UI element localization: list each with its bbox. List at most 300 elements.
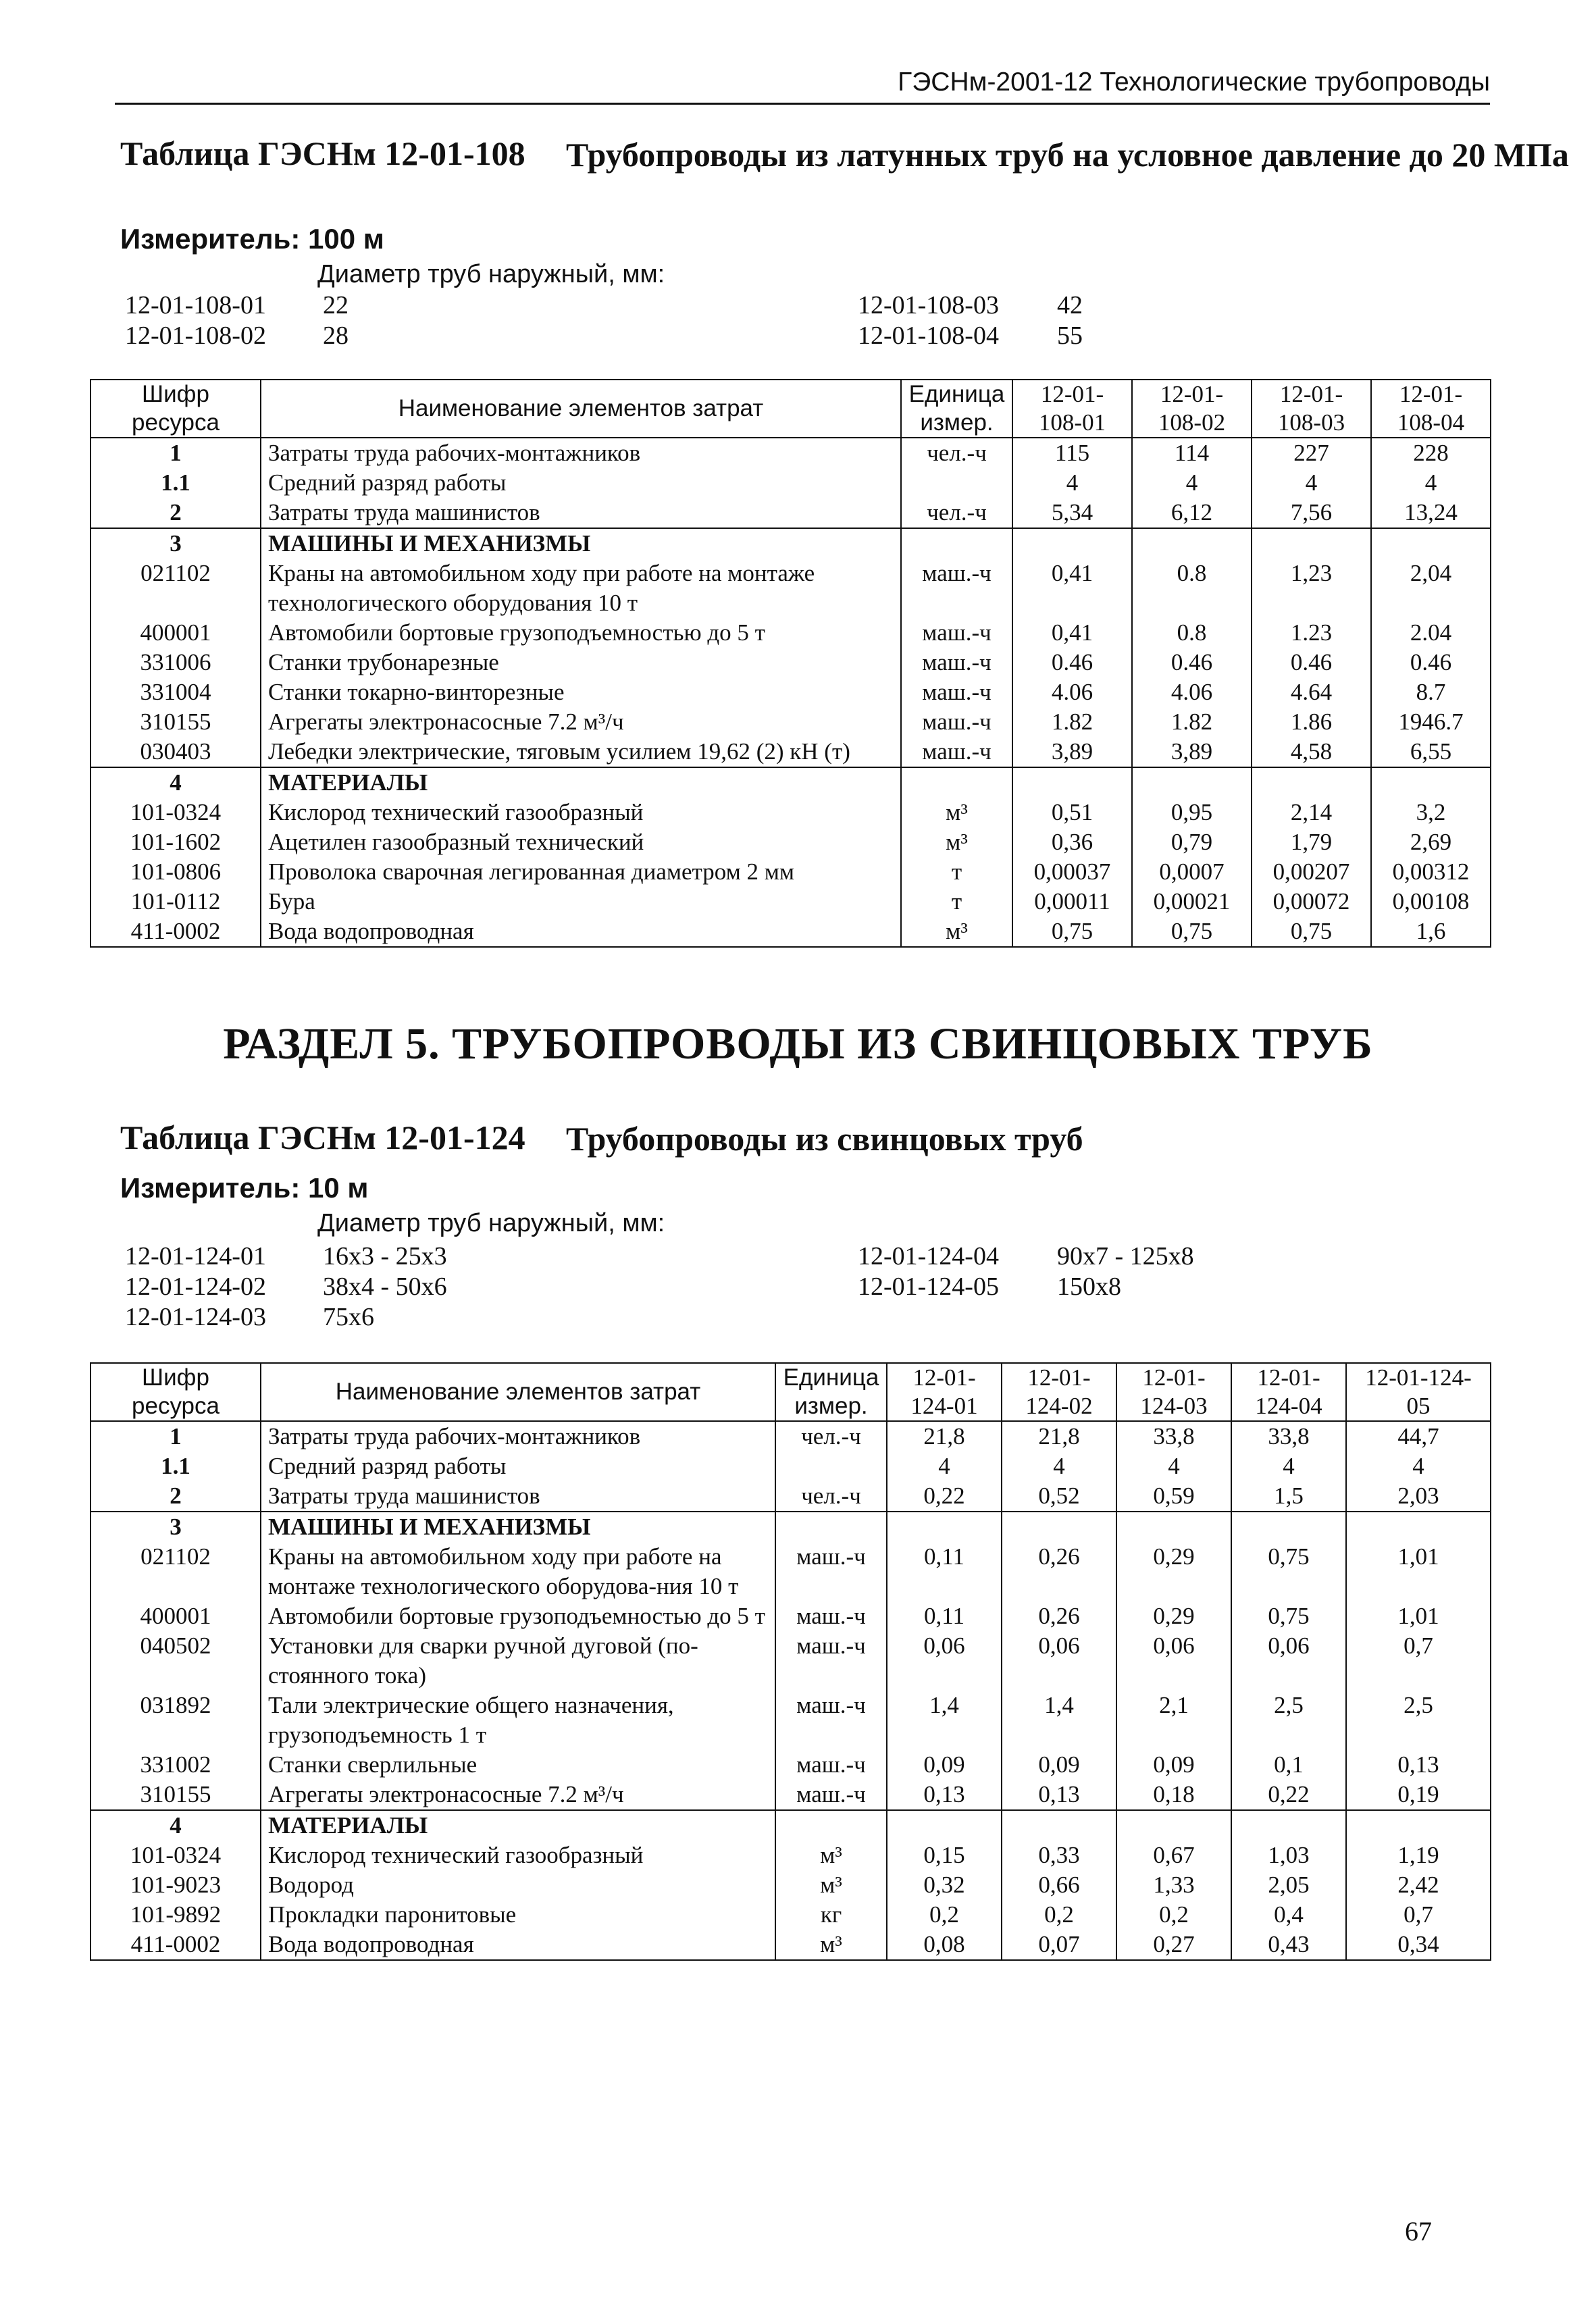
row-value: 0,29: [1116, 1542, 1231, 1601]
row-code: 021102: [91, 1542, 261, 1601]
row-name: Вода водопроводная: [261, 1930, 775, 1960]
table-2-diam-value-3: 75x6: [323, 1303, 374, 1331]
row-value: 33,8: [1231, 1421, 1346, 1451]
row-value: 0,22: [887, 1481, 1002, 1512]
row-code: 031892: [91, 1691, 261, 1750]
row-value: 4: [1231, 1451, 1346, 1481]
section-heading: РАЗДЕЛ 5. ТРУБОПРОВОДЫ ИЗ СВИНЦОВЫХ ТРУБ: [223, 1019, 1373, 1069]
row-value: 1,79: [1252, 827, 1371, 857]
row-code: 101-0806: [91, 857, 261, 887]
row-unit: м³: [901, 798, 1012, 827]
row-value: 1.23: [1252, 618, 1371, 648]
row-value: 3,2: [1371, 798, 1491, 827]
row-unit: кг: [775, 1900, 887, 1930]
row-value: 2,5: [1231, 1691, 1346, 1750]
row-name: Ацетилен газообразный технический: [261, 827, 901, 857]
table-2-measure: Измеритель: 10 м: [120, 1172, 369, 1204]
table-row: [91, 1631, 1491, 1691]
row-name: Вода водопроводная: [261, 917, 901, 947]
row-code: 101-9023: [91, 1870, 261, 1900]
row-value: 1,19: [1346, 1841, 1491, 1870]
row-value: 0,06: [887, 1631, 1002, 1691]
row-value: [1252, 767, 1371, 798]
table-2-diam-value-4: 90x7 - 125x8: [1057, 1242, 1194, 1270]
table-2-diam-code-1: 12-01-124-01: [125, 1242, 266, 1270]
table-row: [91, 468, 1491, 498]
row-code: 1.1: [91, 1451, 261, 1481]
page-number: 67: [1405, 2216, 1432, 2246]
row-value: 3,89: [1012, 737, 1132, 767]
row-value: 0,33: [1002, 1841, 1116, 1870]
row-code: 2: [91, 498, 261, 528]
row-value: 4.64: [1252, 677, 1371, 707]
row-name: Краны на автомобильном ходу при работе на монтаже технологического оборудования 10 т: [261, 559, 901, 618]
table-2-header-col-2: 12-01-124-02: [1002, 1363, 1116, 1421]
row-value: 1,23: [1252, 559, 1371, 618]
row-value: 0,1: [1231, 1750, 1346, 1780]
table-1-code: Таблица ГЭСНм 12-01-108: [120, 134, 525, 172]
table-1-header-col-2: 12-01-108-02: [1132, 380, 1252, 438]
row-unit: [901, 468, 1012, 498]
row-name: Затраты труда машинистов: [261, 1481, 775, 1512]
row-unit: маш.-ч: [901, 648, 1012, 677]
row-value: 227: [1252, 438, 1371, 468]
row-value: 3,89: [1132, 737, 1252, 767]
table-row: [91, 1481, 1491, 1512]
row-value: [1012, 767, 1132, 798]
row-unit: м³: [901, 827, 1012, 857]
table-row: [91, 857, 1491, 887]
row-name: Кислород технический газообразный: [261, 798, 901, 827]
row-value: 228: [1371, 438, 1491, 468]
row-name: Затраты труда машинистов: [261, 498, 901, 528]
row-value: 0,32: [887, 1870, 1002, 1900]
row-value: [887, 1810, 1002, 1841]
row-value: 0.8: [1132, 559, 1252, 618]
row-name: Затраты труда рабочих-монтажников: [261, 1421, 775, 1451]
row-name: МАШИНЫ И МЕХАНИЗМЫ: [261, 528, 901, 559]
row-value: 0.46: [1252, 648, 1371, 677]
row-value: 0.8: [1132, 618, 1252, 648]
row-value: 0,06: [1231, 1631, 1346, 1691]
row-value: 4,58: [1252, 737, 1371, 767]
row-value: 0,00021: [1132, 887, 1252, 917]
row-value: 1,4: [887, 1691, 1002, 1750]
table-row: [91, 1870, 1491, 1900]
row-value: 33,8: [1116, 1421, 1231, 1451]
row-value: 2,03: [1346, 1481, 1491, 1512]
row-value: 4.06: [1012, 677, 1132, 707]
row-code: 310155: [91, 707, 261, 737]
row-code: 310155: [91, 1780, 261, 1810]
row-value: [1012, 528, 1132, 559]
row-value: [1132, 767, 1252, 798]
row-unit: [901, 528, 1012, 559]
table-1-diam-value-4: 55: [1057, 322, 1083, 350]
row-value: 0,34: [1346, 1930, 1491, 1960]
row-code: 400001: [91, 618, 261, 648]
row-unit: маш.-ч: [901, 677, 1012, 707]
table-row: [91, 1930, 1491, 1960]
row-value: 0,00011: [1012, 887, 1132, 917]
row-value: 2.04: [1371, 618, 1491, 648]
row-unit: т: [901, 857, 1012, 887]
row-unit: маш.-ч: [901, 707, 1012, 737]
row-code: 1: [91, 438, 261, 468]
row-name: Кислород технический газообразный: [261, 1841, 775, 1870]
table-row: [91, 1810, 1491, 1841]
row-name: Станки токарно-винторезные: [261, 677, 901, 707]
row-name: Краны на автомобильном ходу при работе на монтаже технологического оборудова-ния 10 т: [261, 1542, 775, 1601]
row-value: 1,6: [1371, 917, 1491, 947]
row-code: 101-0324: [91, 798, 261, 827]
row-value: 2,05: [1231, 1870, 1346, 1900]
row-value: [1231, 1512, 1346, 1542]
row-value: 21,8: [1002, 1421, 1116, 1451]
table-1-diam-value-2: 28: [323, 322, 349, 350]
table-2-diam-code-5: 12-01-124-05: [858, 1272, 999, 1301]
row-value: 0,59: [1116, 1481, 1231, 1512]
row-value: [1346, 1512, 1491, 1542]
row-name: МАТЕРИАЛЫ: [261, 767, 901, 798]
row-code: 3: [91, 528, 261, 559]
row-code: 4: [91, 1810, 261, 1841]
row-value: 21,8: [887, 1421, 1002, 1451]
row-code: 400001: [91, 1601, 261, 1631]
row-unit: м³: [775, 1870, 887, 1900]
row-unit: маш.-ч: [775, 1542, 887, 1601]
row-value: 7,56: [1252, 498, 1371, 528]
row-code: 101-0112: [91, 887, 261, 917]
row-name: Агрегаты электронасосные 7.2 м³/ч: [261, 1780, 775, 1810]
row-value: 4.06: [1132, 677, 1252, 707]
row-value: 4: [1012, 468, 1132, 498]
row-value: 2,04: [1371, 559, 1491, 618]
row-value: 4: [1252, 468, 1371, 498]
row-value: [1132, 528, 1252, 559]
row-value: 0,06: [1002, 1631, 1116, 1691]
row-value: 0,2: [887, 1900, 1002, 1930]
table-2-header-col-5: 12-01-124-05: [1346, 1363, 1491, 1421]
row-code: 1: [91, 1421, 261, 1451]
row-unit: м³: [775, 1930, 887, 1960]
row-value: 4: [1371, 468, 1491, 498]
table-row: [91, 1542, 1491, 1601]
row-code: 021102: [91, 559, 261, 618]
row-unit: чел.-ч: [775, 1421, 887, 1451]
row-value: 0,67: [1116, 1841, 1231, 1870]
row-value: [1231, 1810, 1346, 1841]
row-value: 0,0007: [1132, 857, 1252, 887]
row-value: 0,13: [1002, 1780, 1116, 1810]
table-row: [91, 1421, 1491, 1451]
table-2-diam-code-4: 12-01-124-04: [858, 1242, 999, 1270]
table-row: [91, 798, 1491, 827]
row-value: 0,00312: [1371, 857, 1491, 887]
row-name: Затраты труда рабочих-монтажников: [261, 438, 901, 468]
row-value: 0,15: [887, 1841, 1002, 1870]
table-row: [91, 1451, 1491, 1481]
row-value: 4: [1002, 1451, 1116, 1481]
row-code: 3: [91, 1512, 261, 1542]
row-value: 0,2: [1116, 1900, 1231, 1930]
row-unit: маш.-ч: [901, 618, 1012, 648]
row-value: [1371, 528, 1491, 559]
row-name: Автомобили бортовые грузоподъемностью до 5 т: [261, 1601, 775, 1631]
row-value: 0.46: [1132, 648, 1252, 677]
row-value: 115: [1012, 438, 1132, 468]
row-code: 331004: [91, 677, 261, 707]
row-value: 0,26: [1002, 1542, 1116, 1601]
table-2-header-unit: Единица измер.: [775, 1363, 887, 1421]
row-value: 0.46: [1371, 648, 1491, 677]
row-value: 0,41: [1012, 559, 1132, 618]
row-value: 2,1: [1116, 1691, 1231, 1750]
row-value: [1116, 1512, 1231, 1542]
row-value: [1371, 767, 1491, 798]
table-row: [91, 767, 1491, 798]
row-value: 0,26: [1002, 1601, 1116, 1631]
row-code: 411-0002: [91, 917, 261, 947]
table-1-diam-code-2: 12-01-108-02: [125, 322, 266, 350]
row-unit: [775, 1512, 887, 1542]
table-row: [91, 1780, 1491, 1810]
row-value: 1.86: [1252, 707, 1371, 737]
row-name: Станки трубонарезные: [261, 648, 901, 677]
row-value: 1,01: [1346, 1601, 1491, 1631]
table-1-description: Трубопроводы из латунных труб на условное давление до 20 МПа: [566, 136, 1569, 174]
table-1-measure: Измеритель: 100 м: [120, 223, 384, 255]
row-code: 101-0324: [91, 1841, 261, 1870]
table-2-description: Трубопроводы из свинцовых труб: [566, 1120, 1083, 1158]
row-value: 6,12: [1132, 498, 1252, 528]
row-value: 6,55: [1371, 737, 1491, 767]
row-value: 0,27: [1116, 1930, 1231, 1960]
table-2-body: [91, 1421, 1491, 1960]
row-unit: маш.-ч: [775, 1750, 887, 1780]
row-unit: маш.-ч: [901, 737, 1012, 767]
table-row: [91, 1750, 1491, 1780]
table-1: [90, 379, 1491, 948]
row-unit: м³: [901, 917, 1012, 947]
row-name: Прокладки паронитовые: [261, 1900, 775, 1930]
row-value: 0,7: [1346, 1631, 1491, 1691]
row-name: Водород: [261, 1870, 775, 1900]
table-row: [91, 1841, 1491, 1870]
row-value: 1,4: [1002, 1691, 1116, 1750]
row-value: 2,14: [1252, 798, 1371, 827]
table-row: [91, 677, 1491, 707]
row-value: 0,41: [1012, 618, 1132, 648]
row-value: 1,03: [1231, 1841, 1346, 1870]
row-name: Лебедки электрические, тяговым усилием 19,62 (2) кН (т): [261, 737, 901, 767]
row-value: [1346, 1810, 1491, 1841]
row-value: 1,5: [1231, 1481, 1346, 1512]
table-1-header-col-4: 12-01-108-04: [1371, 380, 1491, 438]
table-row: [91, 528, 1491, 559]
row-value: 0,79: [1132, 827, 1252, 857]
row-unit: т: [901, 887, 1012, 917]
table-row: [91, 1601, 1491, 1631]
row-name: Средний разряд работы: [261, 1451, 775, 1481]
row-value: 0,13: [1346, 1750, 1491, 1780]
table-2-diam-value-2: 38x4 - 50x6: [323, 1272, 447, 1301]
row-unit: чел.-ч: [901, 438, 1012, 468]
row-code: 040502: [91, 1631, 261, 1691]
table-row: [91, 737, 1491, 767]
row-value: 0,13: [887, 1780, 1002, 1810]
table-2-code: Таблица ГЭСНм 12-01-124: [120, 1119, 525, 1156]
row-value: 0,00072: [1252, 887, 1371, 917]
row-value: 2,42: [1346, 1870, 1491, 1900]
row-code: 101-1602: [91, 827, 261, 857]
row-value: 1,01: [1346, 1542, 1491, 1601]
row-value: 0,66: [1002, 1870, 1116, 1900]
table-2-header-col-4: 12-01-124-04: [1231, 1363, 1346, 1421]
row-value: 0,75: [1252, 917, 1371, 947]
table-2-diam-value-5: 150x8: [1057, 1272, 1121, 1301]
row-unit: маш.-ч: [775, 1631, 887, 1691]
row-value: 0,11: [887, 1601, 1002, 1631]
row-value: 0,52: [1002, 1481, 1116, 1512]
row-code: 331006: [91, 648, 261, 677]
table-row: [91, 618, 1491, 648]
row-value: [1002, 1512, 1116, 1542]
table-row: [91, 648, 1491, 677]
table-2-diam-code-2: 12-01-124-02: [125, 1272, 266, 1301]
row-value: 0,06: [1116, 1631, 1231, 1691]
row-value: 0,51: [1012, 798, 1132, 827]
row-value: [1252, 528, 1371, 559]
table-1-header-col-3: 12-01-108-03: [1252, 380, 1371, 438]
row-code: 101-9892: [91, 1900, 261, 1930]
row-code: 2: [91, 1481, 261, 1512]
table-2-header-name: Наименование элементов затрат: [261, 1363, 775, 1421]
row-unit: чел.-ч: [775, 1481, 887, 1512]
row-value: 2,5: [1346, 1691, 1491, 1750]
table-2-header-col-3: 12-01-124-03: [1116, 1363, 1231, 1421]
row-code: 411-0002: [91, 1930, 261, 1960]
table-1-diam-code-4: 12-01-108-04: [858, 322, 999, 350]
row-value: 0,22: [1231, 1780, 1346, 1810]
row-name: Тали электрические общего назначения, грузоподъемность 1 т: [261, 1691, 775, 1750]
row-value: 4: [1116, 1451, 1231, 1481]
row-value: 8.7: [1371, 677, 1491, 707]
row-code: 331002: [91, 1750, 261, 1780]
row-value: 0,19: [1346, 1780, 1491, 1810]
row-value: 0,75: [1231, 1542, 1346, 1601]
row-value: 0,43: [1231, 1930, 1346, 1960]
row-value: 114: [1132, 438, 1252, 468]
table-2-diam-value-1: 16x3 - 25x3: [323, 1242, 447, 1270]
row-value: 13,24: [1371, 498, 1491, 528]
row-name: Проволока сварочная легированная диаметром 2 мм: [261, 857, 901, 887]
row-unit: м³: [775, 1841, 887, 1870]
table-row: [91, 887, 1491, 917]
table-2: [90, 1362, 1491, 1961]
table-1-header-name: Наименование элементов затрат: [261, 380, 901, 438]
table-1-header-unit: Единица измер.: [901, 380, 1012, 438]
table-2-header-col-1: 12-01-124-01: [887, 1363, 1002, 1421]
table-2-header-code: Шифр ресурса: [91, 1363, 261, 1421]
row-code: 1.1: [91, 468, 261, 498]
row-value: 44,7: [1346, 1421, 1491, 1451]
row-value: 0,36: [1012, 827, 1132, 857]
table-1-header-code: Шифр ресурса: [91, 380, 261, 438]
row-unit: маш.-ч: [901, 559, 1012, 618]
row-code: 4: [91, 767, 261, 798]
row-unit: маш.-ч: [775, 1601, 887, 1631]
table-1-diam-value-3: 42: [1057, 291, 1083, 319]
row-value: 4: [887, 1451, 1002, 1481]
row-name: МАШИНЫ И МЕХАНИЗМЫ: [261, 1512, 775, 1542]
row-value: 0,11: [887, 1542, 1002, 1601]
table-row: [91, 438, 1491, 468]
row-value: 1,33: [1116, 1870, 1231, 1900]
row-value: 0,00207: [1252, 857, 1371, 887]
row-value: 0,29: [1116, 1601, 1231, 1631]
row-value: 0,09: [1116, 1750, 1231, 1780]
row-value: 1.82: [1012, 707, 1132, 737]
table-1-body: [91, 438, 1491, 947]
table-row: [91, 498, 1491, 528]
row-unit: [775, 1451, 887, 1481]
row-value: 0,4: [1231, 1900, 1346, 1930]
row-value: [1116, 1810, 1231, 1841]
row-value: 0,09: [1002, 1750, 1116, 1780]
row-value: 0,07: [1002, 1930, 1116, 1960]
table-2-diam-code-3: 12-01-124-03: [125, 1303, 266, 1331]
row-unit: [901, 767, 1012, 798]
row-name: Автомобили бортовые грузоподъемностью до 5 т: [261, 618, 901, 648]
row-value: 0,7: [1346, 1900, 1491, 1930]
row-name: Станки сверлильные: [261, 1750, 775, 1780]
row-value: 1946.7: [1371, 707, 1491, 737]
table-row: [91, 1691, 1491, 1750]
row-value: 4: [1132, 468, 1252, 498]
table-2-diam-label: Диаметр труб наружный, мм:: [317, 1209, 665, 1237]
row-value: 0,08: [887, 1930, 1002, 1960]
row-unit: чел.-ч: [901, 498, 1012, 528]
row-value: 0,95: [1132, 798, 1252, 827]
row-value: 0,09: [887, 1750, 1002, 1780]
row-value: 0,75: [1132, 917, 1252, 947]
row-value: [887, 1512, 1002, 1542]
table-1-diam-label: Диаметр труб наружный, мм:: [317, 260, 665, 288]
table-row: [91, 827, 1491, 857]
row-value: 0,00037: [1012, 857, 1132, 887]
row-value: 0,00108: [1371, 887, 1491, 917]
row-unit: маш.-ч: [775, 1691, 887, 1750]
table-row: [91, 707, 1491, 737]
row-value: 0,75: [1012, 917, 1132, 947]
table-1-header-col-1: 12-01-108-01: [1012, 380, 1132, 438]
row-value: 0,18: [1116, 1780, 1231, 1810]
row-value: 4: [1346, 1451, 1491, 1481]
row-name: Установки для сварки ручной дуговой (по-стоянного тока): [261, 1631, 775, 1691]
row-value: 5,34: [1012, 498, 1132, 528]
table-1-diam-value-1: 22: [323, 291, 349, 319]
table-row: [91, 1512, 1491, 1542]
row-unit: маш.-ч: [775, 1780, 887, 1810]
running-head: ГЭСНм-2001-12 Технологические трубопроводы: [115, 68, 1490, 105]
table-row: [91, 559, 1491, 618]
row-name: Средний разряд работы: [261, 468, 901, 498]
row-value: 1.82: [1132, 707, 1252, 737]
table-row: [91, 917, 1491, 947]
row-value: [1002, 1810, 1116, 1841]
row-value: 0.46: [1012, 648, 1132, 677]
